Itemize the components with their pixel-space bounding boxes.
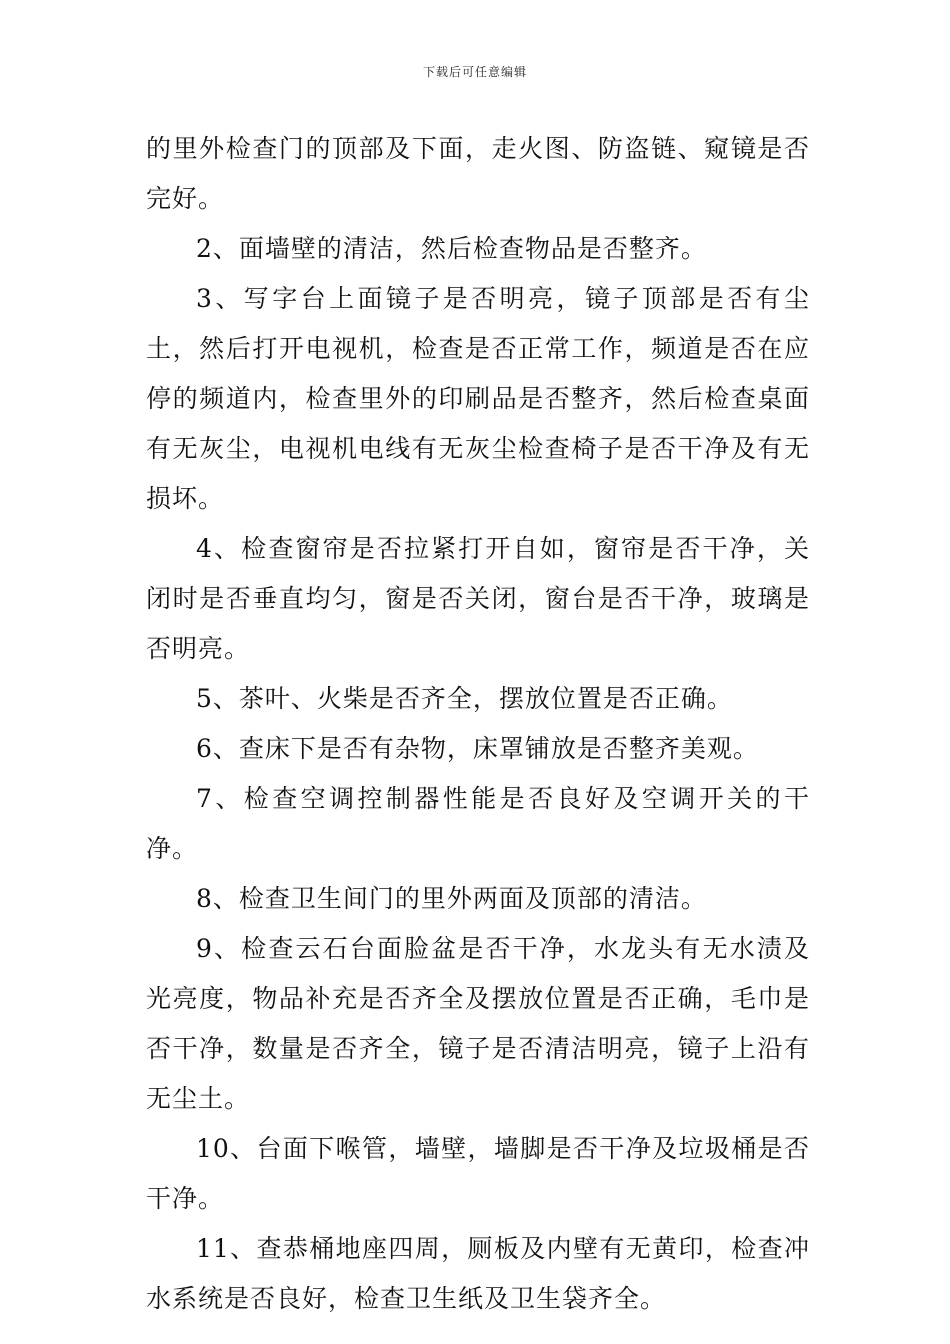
paragraph-item-2: 2、面墙壁的清洁，然后检查物品是否整齐。 [196,234,707,263]
paragraph-item-8: 8、检查卫生间门的里外两面及顶部的清洁。 [196,884,707,913]
paragraph-item-6: 6、查床下是否有杂物，床罩铺放是否整齐美观。 [196,734,759,763]
paragraph-item-3: 3、写字台上面镜子是否明亮，镜子顶部是否有尘土，然后打开电视机，检查是否正常工作，频道是否在应停的频道内，检查里外的印刷品是否整齐，然后检查桌面有无灰尘，电视机电线有无灰尘检查椅子是否干净及有无损坏。 [146,284,810,513]
paragraph-item-9: 9、检查云石台面脸盆是否干净，水龙头有无水渍及光亮度，物品补充是否齐全及摆放位置是否正确，毛巾是否干净，数量是否齐全，镜子是否清洁明亮，镜子上沿有无尘土。 [146,934,810,1113]
paragraph-item-11: 11、查恭桶地座四周，厕板及内壁有无黄印，检查冲水系统是否良好，检查卫生纸及卫生袋齐全。 [146,1234,810,1313]
paragraph-item-7: 7、检查空调控制器性能是否良好及空调开关的干净。 [146,784,810,863]
paragraph-item-10: 10、台面下喉管，墙壁，墙脚是否干净及垃圾桶是否干净。 [146,1134,810,1213]
paragraph-item-4: 4、检查窗帘是否拉紧打开自如，窗帘是否干净，关闭时是否垂直均匀，窗是否关闭，窗台是否干净，玻璃是否明亮。 [146,534,810,663]
paragraph-continuation: 的里外检查门的顶部及下面，走火图、防盗链、窥镜是否完好。 [146,134,810,213]
document-body [146,124,810,1324]
paragraph-item-5: 5、茶叶、火柴是否齐全，摆放位置是否正确。 [196,684,733,713]
page-header: 下载后可任意编辑 [422,65,527,79]
